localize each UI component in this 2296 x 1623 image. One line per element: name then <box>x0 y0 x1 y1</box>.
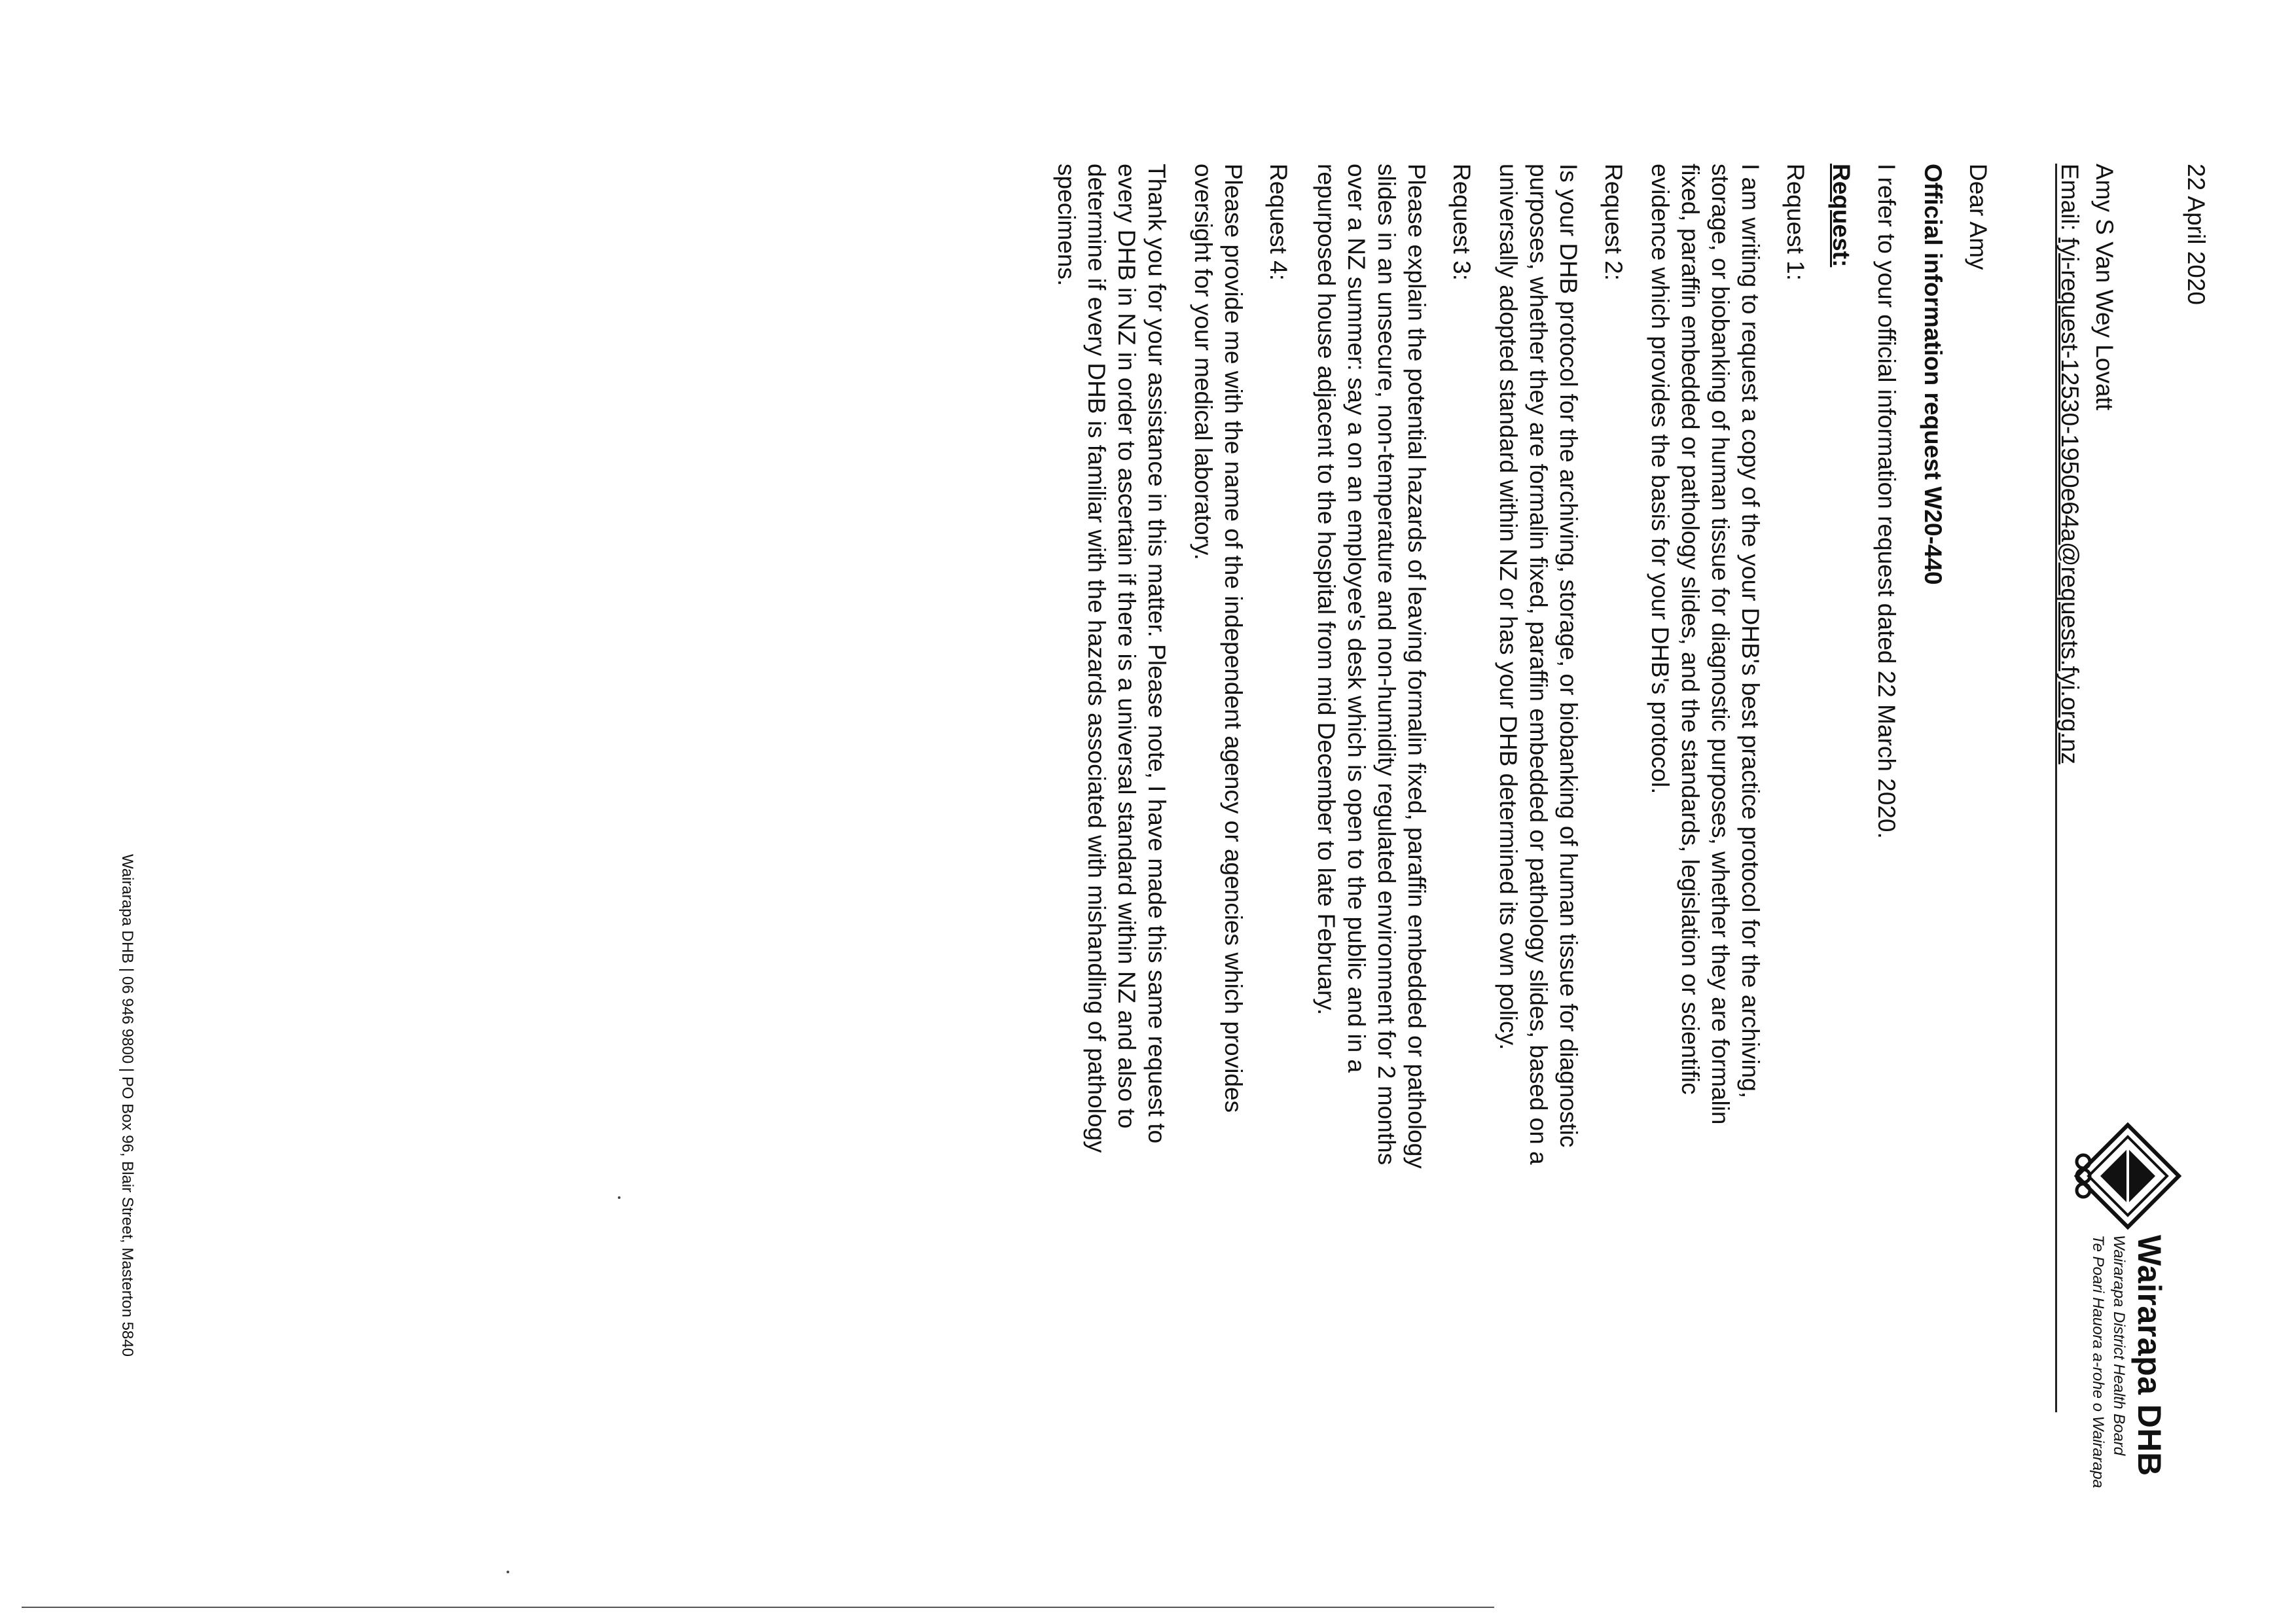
logo-subtitle-maori: Te Poari Hauora a-rohe o Wairarapa <box>2089 1235 2107 1488</box>
closing-paragraph: Thank you for your assistance in this matter. Please note, I have made this same request to every DHB in NZ in order to ascertain if there is a universal standard within NZ and also to determine if every DHB is familiar with the hazards associated with mishandling of pathology specimens. <box>1053 164 1170 1153</box>
request-4-label: Request 4: <box>1265 164 1292 281</box>
letter-subject: Official information request W20-440 <box>1920 164 1946 585</box>
recipient-email-line <box>2054 164 2085 764</box>
footer-contact: Wairarapa DHB | 06 946 9800 | PO Box 96, Blair Street, Masterton 5840 <box>118 854 136 1357</box>
request-2-text: Is your DHB protocol for the archiving, storage, or biobanking of human tissue for diagnostic purposes, whether they are formalin fixed, paraffin embedded or pathology slides, based on a universally adopted standard within NZ or has your DHB determined its own policy. <box>1495 164 1582 1165</box>
request-2-label: Request 2: <box>1600 164 1627 281</box>
email-link[interactable]: fyi-request-12530-1950e64a@requests.fyi.org.nz <box>2056 238 2083 764</box>
request-3-text: Please explain the potential hazards of leaving formalin fixed, paraffin embedded or pathology slides in an unsecure, non-temperature and non-humidity regulated environment for 2 months over a NZ summer: say a on an employee's desk which is open to the public and in a repurposed house adjacent to the hospital from mid December to late February. <box>1313 164 1430 1169</box>
letter-date: 22 April 2020 <box>2183 164 2210 306</box>
recipient-name: Amy S Van Wey Lovatt <box>2091 164 2118 411</box>
request-heading: Request: <box>1828 164 1855 268</box>
scan-edge-line <box>22 1607 1494 1608</box>
request-4-text: Please provide me with the name of the independent agency or agencies which provides oversight for your medical laboratory. <box>1190 164 1247 1113</box>
scan-speck <box>618 1196 620 1199</box>
request-3-label: Request 3: <box>1448 164 1475 281</box>
request-1-text: I am writing to request a copy of the your DHB's best practice protocol for the archiving, storage, or biobanking of human tissue for diagnostic purposes, whether they are formalin fixed, paraffin embedded or pathology slides, and the standards, legislation or scientific evidence which provides the basis for your DHB's protocol. <box>1647 164 1764 1125</box>
scan-speck <box>507 1571 509 1573</box>
email-label: Email: <box>2056 164 2083 238</box>
wairarapa-dhb-logo <box>2064 1122 2181 1502</box>
request-1-label: Request 1: <box>1782 164 1809 281</box>
salutation: Dear Amy <box>1965 164 1992 270</box>
logo-mark-icon <box>2067 1122 2181 1230</box>
intro-paragraph: I refer to your official information request dated 22 March 2020. <box>1873 164 1900 839</box>
logo-subtitle: Wairarapa District Health Board <box>2110 1235 2128 1456</box>
logo-title: Wairarapa DHB <box>2131 1235 2168 1476</box>
